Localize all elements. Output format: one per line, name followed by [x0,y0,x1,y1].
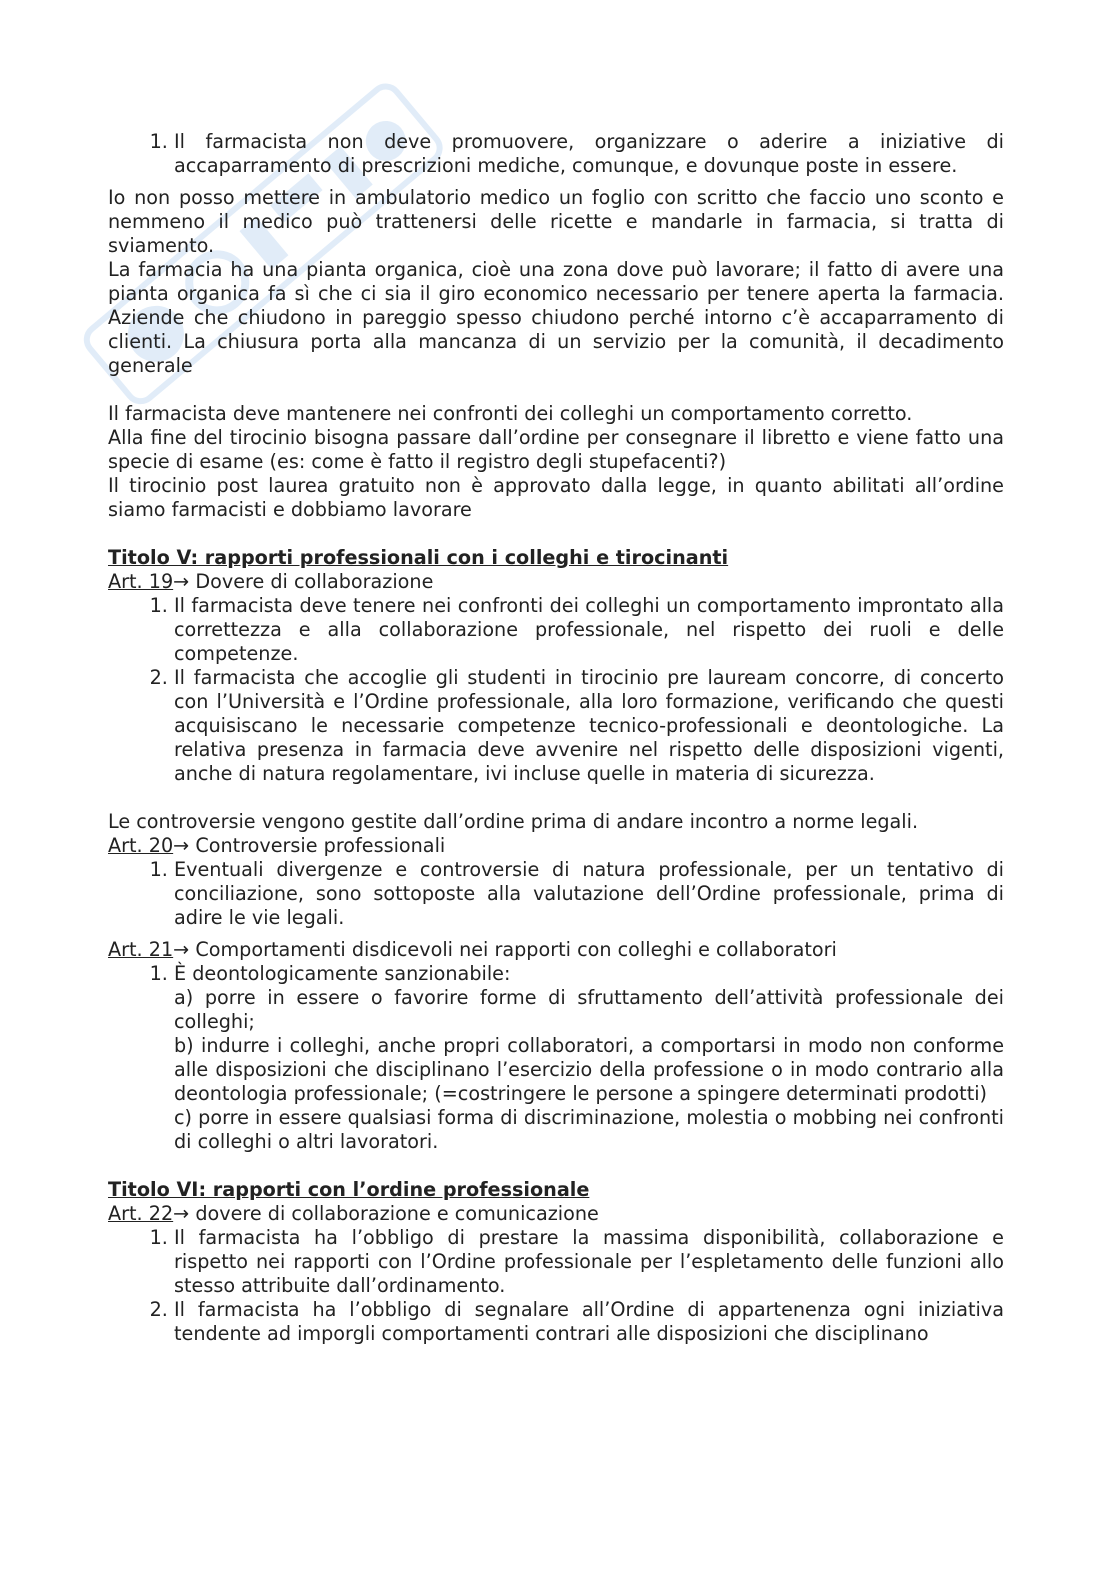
document-page [108,130,1004,1346]
article-heading-21 [108,938,1004,962]
article-19-list [108,594,1004,786]
list-item: 1. Il farmacista ha l’obbligo di prestare la massima disponibilità, collaborazione e rispetto nei rapporti con l’Ordine professionale per l’espletamento delle funzioni allo stesso attribuite dall’ordinamento. [174,1226,1004,1298]
article-number: Art. 20 [108,834,174,857]
section-heading-titolo-5: Titolo V: rapporti professionali con i colleghi e tirocinanti [108,546,729,569]
arrow-icon: → [173,938,190,961]
arrow-icon: → [173,834,190,857]
paragraph: Alla fine del tirocinio bisogna passare dall’ordine per consegnare il libretto e viene fatto una specie di esame (es: come è fatto il registro degli stupefacenti?) [108,426,1004,473]
article-title: Controversie professionali [189,834,446,857]
article-number: Art. 21 [108,938,174,961]
article-number: Art. 19 [108,570,174,593]
list-item: 1. Eventuali divergenze e controversie di natura professionale, per un tentativo di conciliazione, sono sottoposte alla valutazione dell’Ordine professionale, prima di adire le vie legali. [174,858,1004,930]
article-title: dovere di collaborazione e comunicazione [189,1202,599,1225]
arrow-icon: → [173,570,190,593]
paragraph: Il tirocinio post laurea gratuito non è approvato dalla legge, in quanto abilitati all’ordine siamo farmacisti e dobbiamo lavorare [108,474,1004,521]
article-heading-22 [108,1202,1004,1226]
sub-item: c) porre in essere qualsiasi forma di discriminazione, molestia o mobbing nei confronti di colleghi o altri lavoratori. [174,1106,1004,1153]
article-22-list [108,1226,1004,1346]
section-heading-titolo-6: Titolo VI: rapporti con l’ordine professionale [108,1178,590,1201]
paragraph: Il farmacista deve mantenere nei confronti dei colleghi un comportamento corretto. [108,402,913,425]
article-heading-19 [108,570,1004,594]
list-item: 1. Il farmacista non deve promuovere, organizzare o aderire a iniziative di accaparramento di prescrizioni mediche, comunque, e dovunque poste in essere. [174,130,1004,178]
article-number: Art. 22 [108,1202,174,1225]
article-heading-20 [108,834,1004,858]
list-item [174,962,1004,1154]
article-20-list [108,858,1004,930]
intro-list [108,130,1004,178]
list-item-intro: 1. È deontologicamente sanzionabile: [174,962,511,985]
sub-item: a) porre in essere o favorire forme di sfruttamento dell’attività professionale dei colleghi; [174,986,1004,1033]
article-title: Dovere di collaborazione [189,570,434,593]
list-item: 2. Il farmacista che accoglie gli studenti in tirocinio pre lauream concorre, di concerto con l’Università e l’Ordine professionale, alla loro formazione, verificando che questi acquisiscano le necessarie competenze tecnico-professionali e deontologiche. La relativa presenza in farmacia deve avvenire nel rispetto delle disposizioni vigenti, anche di natura regolamentare, ivi incluse quelle in materia di sicurezza. [174,666,1004,786]
paragraph: Io non posso mettere in ambulatorio medico un foglio con scritto che faccio uno sconto e nemmeno il medico può trattenersi delle ricette e mandarle in farmacia, si tratta di sviamento. [108,186,1004,257]
article-21-list [108,962,1004,1154]
sub-item: b) indurre i colleghi, anche propri collaboratori, a comportarsi in modo non conforme alle disposizioni che disciplinano l’esercizio della professione o in modo contrario alla deontologia professionale; (=costringere le persone a spingere determinati prodotti) [174,1034,1004,1105]
arrow-icon: → [173,1202,190,1225]
list-item: 2. Il farmacista ha l’obbligo di segnalare all’Ordine di appartenenza ogni iniziativa tendente ad imporgli comportamenti contrari alle disposizioni che disciplinano [174,1298,1004,1346]
paragraph: Le controversie vengono gestite dall’ordine prima di andare incontro a norme legali. [108,810,919,833]
article-title: Comportamenti disdicevoli nei rapporti con colleghi e collaboratori [189,938,837,961]
list-item: 1. Il farmacista deve tenere nei confronti dei colleghi un comportamento improntato alla correttezza e alla collaborazione professionale, nel rispetto dei ruoli e delle competenze. [174,594,1004,666]
paragraph: La farmacia ha una pianta organica, cioè una zona dove può lavorare; il fatto di avere una pianta organica fa sì che ci sia il giro economico necessario per tenere aperta la farmacia. Aziende che chiudono in pareggio spesso chiudono perché intorno c’è accaparramento di clienti. La chiusura porta alla mancanza di un servizio per la comunità, il decadimento generale [108,258,1004,377]
